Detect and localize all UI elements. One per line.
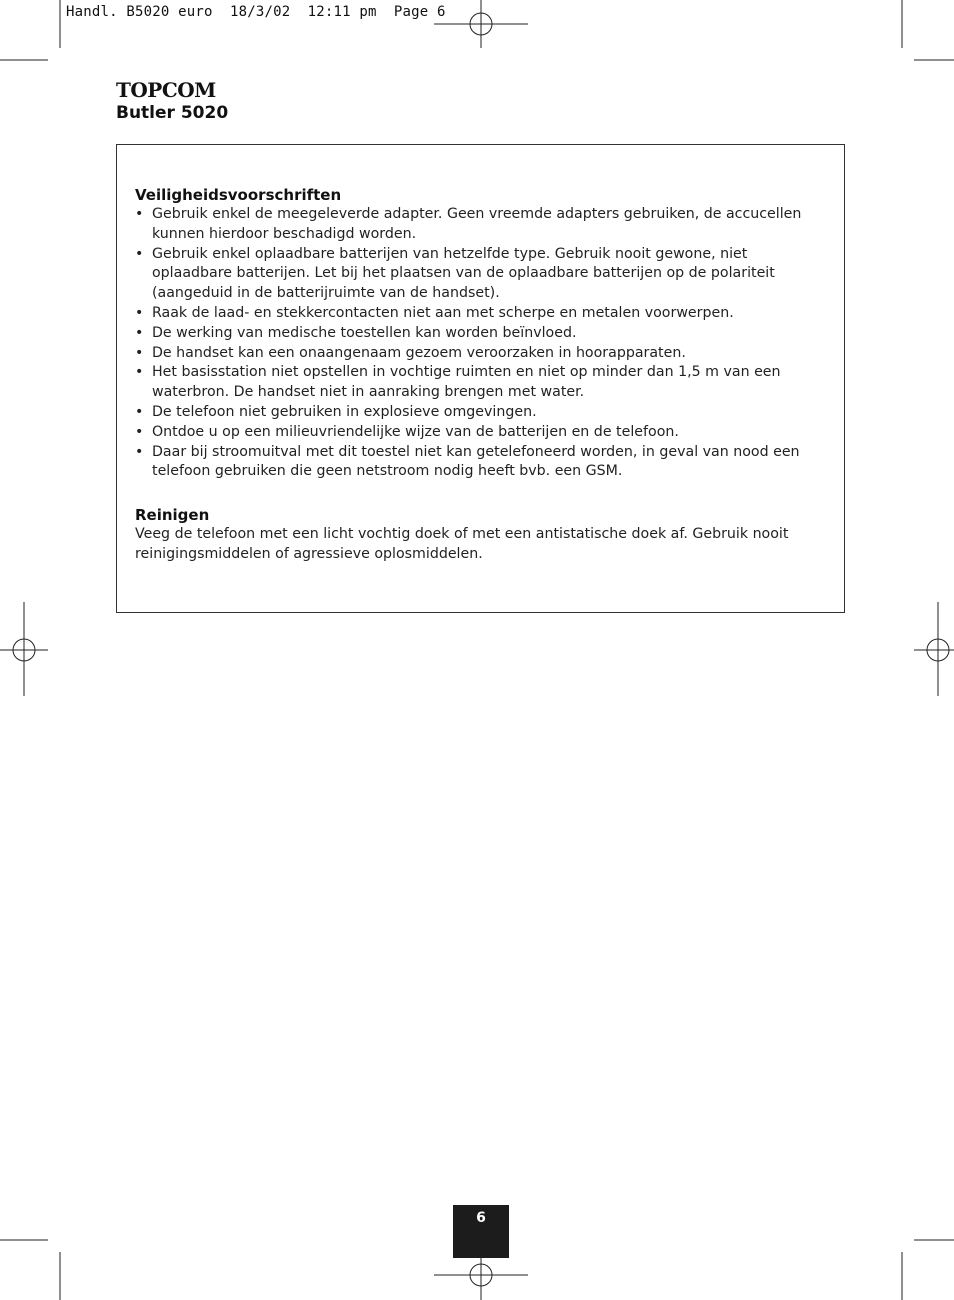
safety-item: • Daar bij stroomuitval met dit toestel niet kan getelefoneerd worden, in geval van nood een telefoon gebruiken die geen netstroom nodig heeft bvb. een GSM. — [135, 443, 825, 483]
cleaning-text: Veeg de telefoon met een licht vochtig doek of met een antistatische doek af. Gebruik nooit reinigingsmiddelen of agressieve oplosmiddelen. — [135, 526, 789, 562]
header-branding — [116, 80, 228, 123]
product-title: Butler 5020 — [116, 103, 229, 123]
registration-mark-right — [914, 602, 954, 696]
safety-item: • Raak de laad- en stekkercontacten niet aan met scherpe en metalen voorwerpen. — [135, 304, 825, 324]
safety-list — [135, 205, 825, 482]
topcom-logo: TOPCOM — [116, 78, 216, 102]
safety-item: • Gebruik enkel de meegeleverde adapter. Geen vreemde adapters gebruiken, de accucellen kunnen hierdoor beschadigd worden. — [135, 205, 825, 245]
cleaning-heading: Reinigen — [135, 506, 210, 525]
registration-mark-left — [0, 602, 48, 696]
registration-mark-bottom — [434, 1252, 528, 1300]
safety-heading: Veiligheidsvoorschriften — [135, 186, 342, 204]
safety-item: • Ontdoe u op een milieuvriendelijke wijze van de batterijen en de telefoon. — [135, 423, 825, 443]
page-number: 6 — [453, 1205, 509, 1258]
safety-item: • De werking van medische toestellen kan worden beïnvloed. — [135, 324, 825, 344]
safety-item: • Het basisstation niet opstellen in vochtige ruimten en niet op minder dan 1,5 m van een waterbron. De handset niet in aanraking brengen met water. — [135, 363, 825, 403]
registration-mark-top — [434, 0, 528, 48]
safety-item: • De telefoon niet gebruiken in explosieve omgevingen. — [135, 403, 825, 423]
content-area — [135, 185, 825, 565]
safety-item: • De handset kan een onaangenaam gezoem veroorzaken in hoorapparaten. — [135, 344, 825, 364]
print-slug: Handl. B5020 euro 18/3/02 12:11 pm Page 6 — [66, 4, 446, 20]
safety-item: • Gebruik enkel oplaadbare batterijen van hetzelfde type. Gebruik nooit gewone, niet oplaadbare batterijen. Let bij het plaatsen van de oplaadbare batterijen op de polariteit (aangeduid in de batterijruimte van de handset). — [135, 245, 825, 304]
